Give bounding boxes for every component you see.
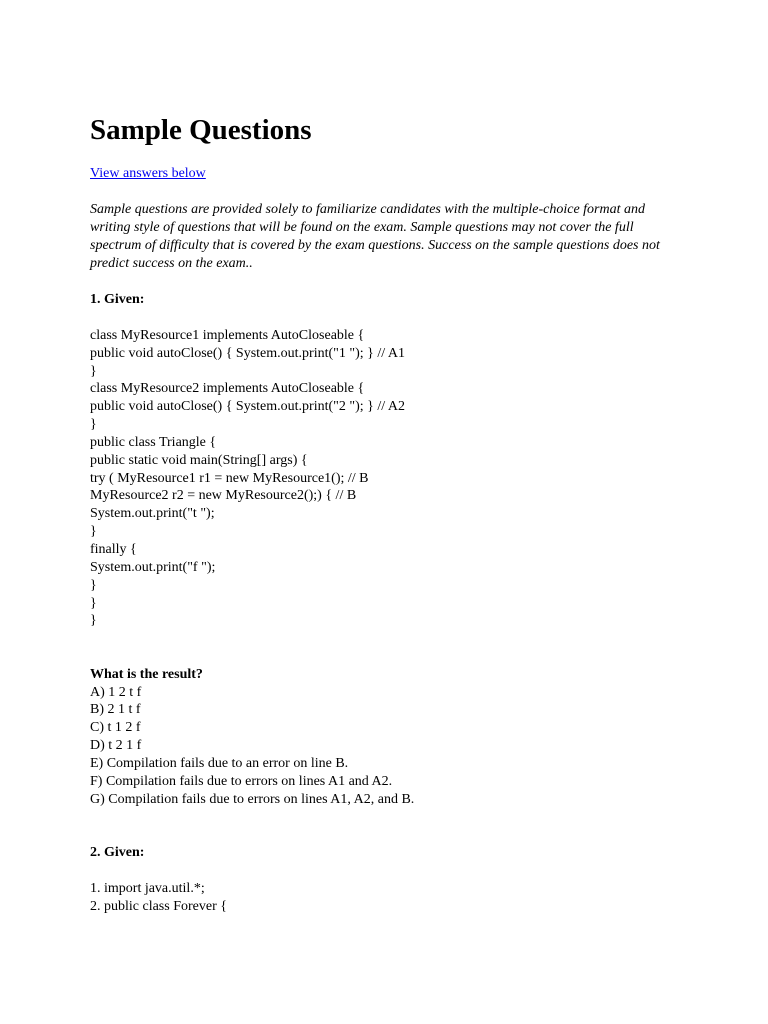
- code-line: public static void main(String[] args) {: [90, 453, 308, 468]
- code-line: System.out.print("f ");: [90, 560, 216, 575]
- question-2-heading: 2. Given:: [90, 845, 145, 860]
- code-line: public void autoClose() { System.out.print("1 "); } // A1: [90, 346, 405, 361]
- answer-option: F) Compilation fails due to errors on lines A1 and A2.: [90, 774, 393, 789]
- code-line: }: [90, 596, 97, 611]
- code-line: 2. public class Forever {: [90, 899, 227, 914]
- code-line: }: [90, 524, 97, 539]
- code-line: }: [90, 364, 97, 379]
- code-line: class MyResource2 implements AutoCloseable {: [90, 381, 365, 396]
- code-line: try ( MyResource1 r1 = new MyResource1(); // B: [90, 471, 369, 486]
- answer-option: B) 2 1 t f: [90, 702, 141, 717]
- code-line: }: [90, 578, 97, 593]
- question-1-heading: 1. Given:: [90, 292, 145, 307]
- code-line: class MyResource1 implements AutoCloseable {: [90, 328, 365, 343]
- question-1-prompt: What is the result?: [90, 667, 203, 682]
- code-line: 1. import java.util.*;: [90, 881, 205, 896]
- code-line: System.out.print("t ");: [90, 506, 215, 521]
- code-line: }: [90, 613, 97, 628]
- answer-option: G) Compilation fails due to errors on lines A1, A2, and B.: [90, 792, 415, 807]
- code-line: }: [90, 417, 97, 432]
- answer-option: D) t 2 1 f: [90, 738, 142, 753]
- view-answers-link[interactable]: View answers below: [90, 166, 206, 181]
- code-line: finally {: [90, 542, 137, 557]
- intro-paragraph: Sample questions are provided solely to familiarize candidates with the multiple-choice format and writing style of questions that will be found on the exam. Sample questions may not cover the full spectrum of difficulty that is covered by the exam questions. Success on the sample questions does not predict success on the exam..: [90, 202, 660, 271]
- answer-option: E) Compilation fails due to an error on line B.: [90, 756, 349, 771]
- page-title: Sample Questions: [90, 114, 312, 146]
- answer-option: C) t 1 2 f: [90, 720, 141, 735]
- code-line: public class Triangle {: [90, 435, 217, 450]
- code-line: MyResource2 r2 = new MyResource2();) { // B: [90, 488, 357, 503]
- code-line: public void autoClose() { System.out.print("2 "); } // A2: [90, 399, 405, 414]
- answer-option: A) 1 2 t f: [90, 685, 142, 700]
